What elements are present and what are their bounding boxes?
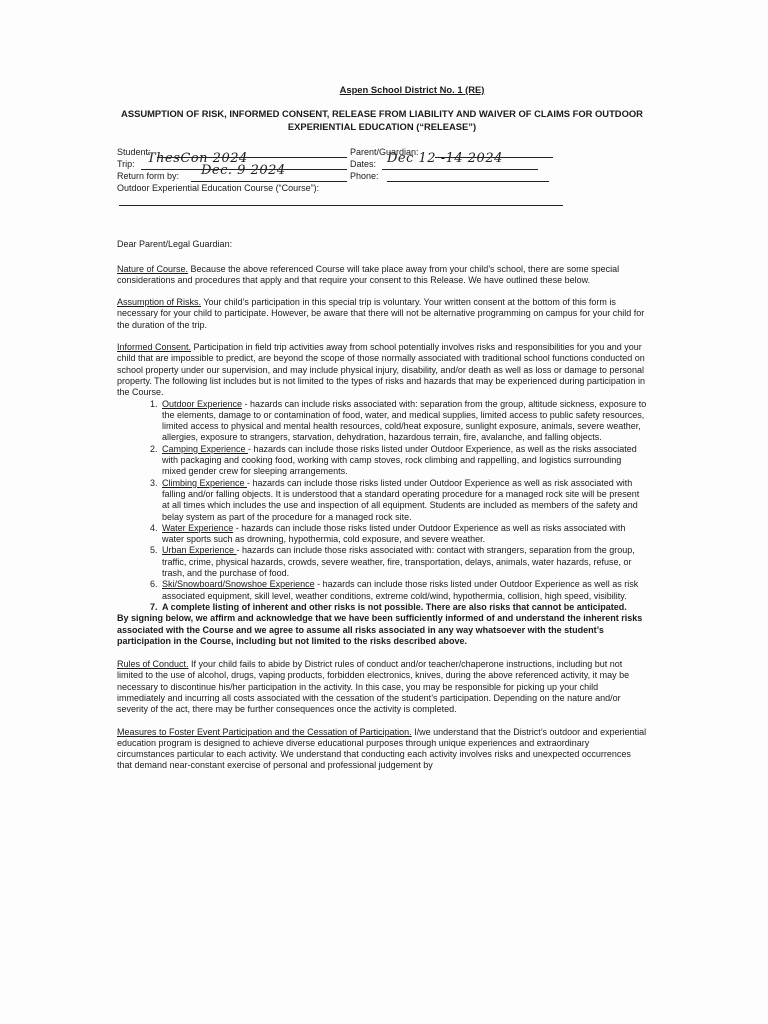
conduct-heading: Rules of Conduct. [117,659,189,670]
risk-heading: Urban Experience [162,545,237,556]
trip-label: Trip: [117,159,135,170]
form-row-course [117,183,647,195]
paragraph-measures [117,727,647,772]
risk-text: - hazards can include those risks listed under Outdoor Experience as well as risk associated with falling and/or falling objects. It is understood that a standard operating procedure for a managed rock site will be present at all times which includes the use and inspection of all equipment. Students are included as members of the safety and belay system as part of the procedure for a managed rock site. [162,477,640,522]
parent-label: Parent/Guardian: [350,147,419,158]
district-heading: Aspen School District No. 1 (RE) [339,84,485,95]
risk-heading: Water Experience [162,522,234,533]
risk-item-ski [160,579,647,602]
measures-text: I/we understand that the District’s outdoor and experiential education program is designed to achieve diverse educational purposes through unique experiences and extraordinary circumstances particular to each activity. We understand that conducting each activity involves risks and unexpected occurrences that demand near-constant exercise of personal and professional judgement by [117,726,647,771]
risk-item-urban [160,545,647,579]
student-label: Student: [117,147,151,158]
nature-text: Because the above referenced Course will take place away from your child’s school, there are some special considerations and procedures that apply and that require your consent to this Release. We have outlined these below. [117,263,620,285]
greeting: Dear Parent/Legal Guardian: [117,239,233,250]
risk-item-camping [160,444,647,478]
risk-heading: Outdoor Experience [162,398,243,409]
risk-item-complete-listing [160,602,647,613]
risk-list [117,399,647,614]
trip-handwritten-value: ThesCon 2024 [147,151,248,167]
phone-field[interactable] [387,181,549,182]
risk-text: - hazards can include those risks listed under Outdoor Experience, as well as the risks associated with packaging and cooking food, working with camp stoves, rock climbing and rappelling, and logistics surrounding mixed gender crew for sleeping arrangements. [162,443,637,477]
dates-handwritten-value: Dec 12 -14 2024 [387,151,503,167]
informed-text: Participation in field trip activities away from school potentially involves risks and responsibilities for you and your child that are impossible to predict, are beyond the scope of those normally associated with traditional school functions conducted on school property under our supervision, and may include physical injury, disability, and/or death as well as loss or damage to personal property. The following list includes but is not limited to the types of risks and hazards that may be experienced during participation in the Course. [117,342,645,398]
phone-label: Phone: [350,171,379,182]
risk-item-climbing [160,478,647,523]
risk-text: - hazards can include those risks associated with: contact with strangers, separation from the group, traffic, crime, physical hazards, crowds, severe weather, fire, transportation, delays, animals, water hazards, refuse, or trash, and the purchase of food. [162,545,635,579]
affirmation-statement: By signing below, we affirm and acknowledge that we have been sufficiently informed of and understand the inherent risks associated with the Course and we agree to assume all risks associated in any way whatsoever with the student’s participation in the Course, including but not limited to the risks described above. [117,613,643,646]
paragraph-nature-of-course [117,264,647,287]
risk-item-water [160,523,647,546]
nature-heading: Nature of Course. [117,263,189,274]
risk-text: - hazards can include those risks listed under Outdoor Experience as well as risk associated equipment, skill level, weather conditions, extreme cold/wind, hypothermia, collision, high speed, visibility. [162,579,639,601]
paragraph-informed-consent [117,342,647,398]
risk-heading: Climbing Experience [162,477,248,488]
return-field[interactable] [191,181,347,182]
risk-heading: Ski/Snowboard/Snowshoe Experience [162,579,315,590]
risk-text: A complete listing of inherent and other risks is not possible. There are also risks that cannot be anticipated. [162,601,627,612]
course-label: Outdoor Experiential Education Course (“Course”): [117,183,320,194]
paragraph-assumption-of-risks [117,297,647,331]
assumption-text: Your child’s participation in this special trip is voluntary. Your written consent at the bottom of this form is necessary for your child to participate. However, be aware that there will not be alternative programming on campus for your child for the duration of the trip. [117,297,645,330]
dates-field[interactable] [382,169,538,170]
risk-heading: Camping Experience [162,443,249,454]
conduct-text: If your child fails to abide by District rules of conduct and/or teacher/chaperone instructions, including but not limited to the use of alcohol, drugs, vaping products, forbidden electronics, knives, during the above referenced activity, it may be necessary to discontinue his/her participation in the activity. In this case, you may be responsible for picking up your child immediately and incurring all costs associated with the cessation of the student’s participation. Depending on the nature and/or severity of the act, there may be further consequences once the activity is completed. [117,659,630,715]
return-handwritten-value: Dec. 9 2024 [201,163,286,179]
course-field[interactable] [119,205,563,206]
dates-label: Dates: [350,159,377,170]
measures-heading: Measures to Foster Event Participation and the Cessation of Participation. [117,726,412,737]
assumption-heading: Assumption of Risks. [117,297,202,308]
return-label: Return form by: [117,171,180,182]
paragraph-rules-of-conduct [117,659,647,715]
document-title: ASSUMPTION OF RISK, INFORMED CONSENT, RELEASE FROM LIABILITY AND WAIVER OF CLAIMS FOR OUTDOOR EXPERIENTIAL EDUCATION (“RELEASE”) [121,108,643,132]
risk-item-outdoor [160,399,647,444]
risk-text: - hazards can include those risks listed under Outdoor Experience as well as risks associated with water sports such as drowning, hypothermia, cold exposure, and severe weather. [162,522,626,545]
informed-heading: Informed Consent. [117,342,192,353]
trip-info-form [117,147,647,223]
risk-text: - hazards can include risks associated with: separation from the group, altitude sickness, exposure to the elements, damage to or contamination of food, water, and medical supplies, limited access to public safety resources, limited access to physical and mental health resources, cold/heat exposure, sunlight exposure, animals, severe weather, allergies, exposure to strangers, starvation, dehydration, hazardous terrain, fire, avalanche, and falling objects. [162,398,647,443]
document-body [117,84,647,783]
